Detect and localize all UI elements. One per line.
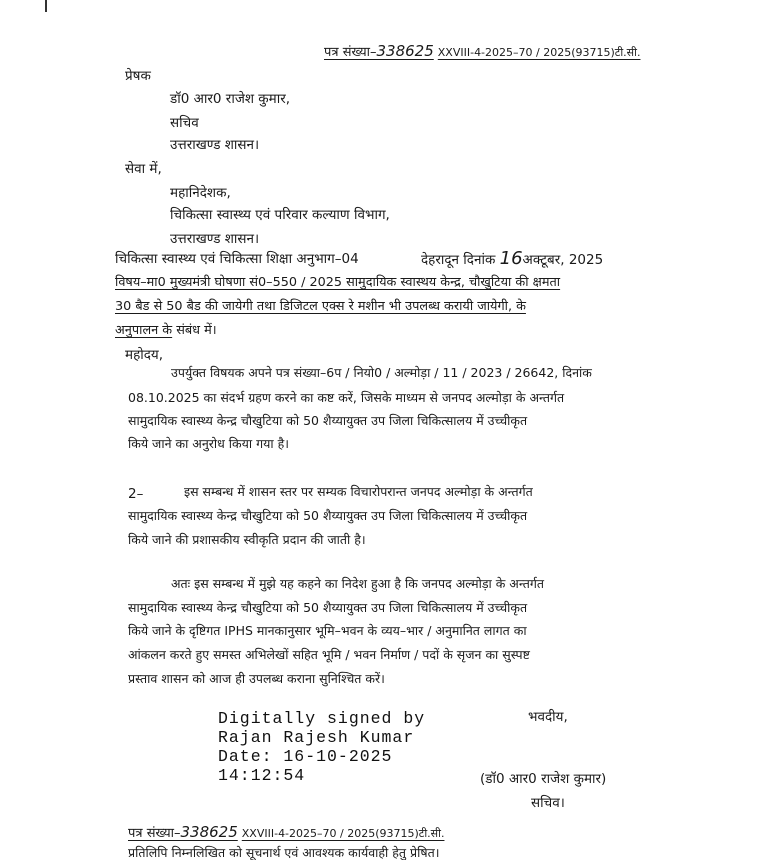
letter-number-rest: XXVIII-4-2025–70 / 2025(93715)टी.सी. [437,46,641,59]
digital-signature-line-4: 14:12:54 [218,766,306,785]
letter-number-handwritten: 338625 [376,42,434,60]
footer-cutoff-line: प्रतिलिपि निम्नलिखित को सूचनार्थ एवं आवश्यक कार्यवाही हेतु प्रेषित। [128,845,440,860]
para3-line-1: अतः इस सम्बन्ध में मुझे यह कहने का निदेश हुआ है कि जनपद अल्मोड़ा के अन्तर्गत [171,576,544,591]
footer-letter-number-handwritten: 338625 [180,823,238,841]
subject-line-3 [115,325,217,338]
para1-line-1: उपर्युक्त विषयक अपने पत्र संख्या–6प / नियो0 / अल्मोड़ा / 11 / 2023 / 26642, दिनांक [171,365,592,380]
recipient-title: महानिदेशक, [170,185,231,201]
para2-line-2: सामुदायिक स्वास्थ्य केन्द्र चौखुटिया को 50 शैय्यायुक्त उप जिला चिकित्सालय में उच्चीकृत [128,508,528,523]
para1-line-3: सामुदायिक स्वास्थ्य केन्द्र चौखुटिया को 50 शैय्यायुक्त उप जिला चिकित्सालय में उच्चीकृत [128,413,528,428]
para3-line-3: किये जाने के दृष्टिगत IPHS मानकानुसार भूमि–भवन के व्यय–भार / अनुमानित लागत का [128,623,527,638]
recipient-dept: चिकित्सा स्वास्थ्य एवं परिवार कल्याण विभाग, [170,207,390,223]
digital-signature-line-3: Date: 16-10-2025 [218,747,393,766]
date-rest: अक्टूबर, 2025 [522,252,604,268]
footer-letter-number [128,825,444,840]
sender-label: प्रेषक [125,68,151,84]
letter-number [324,44,640,59]
salutation: महोदय, [125,347,164,363]
place-date-prefix: देहरादून दिनांक [421,252,496,268]
para1-line-2: 08.10.2025 का संदर्भ ग्रहण करने का कष्ट करें, जिसके माध्यम से जनपद अल्मोड़ा के अन्तर्गत [128,390,565,405]
sender-name: डॉ0 आर0 राजेश कुमार, [170,91,291,107]
scan-mark [45,0,47,12]
section-name: चिकित्सा स्वास्थ्य एवं चिकित्सा शिक्षा अनुभाग–04 [115,251,359,267]
para3-line-4: आंकलन करते हुए समस्त अभिलेखों सहित भूमि / भवन निर्माण / पदों के सृजन का सुस्पष्ट [128,647,530,662]
closing-designation: सचिव। [531,795,565,811]
para3-line-2: सामुदायिक स्वास्थ्य केन्द्र चौखुटिया को 50 शैय्यायुक्त उप जिला चिकित्सालय में उच्चीकृत [128,600,528,615]
para2-line-1: इस सम्बन्ध में शासन स्तर पर सम्यक विचारोपरान्त जनपद अल्मोड़ा के अन्तर्गत [184,484,533,499]
digital-signature [218,709,425,785]
sender-designation: सचिव [170,115,199,131]
closing-name: (डॉ0 आर0 राजेश कुमार) [480,771,607,787]
footer-letter-number-rest: XXVIII-4-2025–70 / 2025(93715)टी.सी. [241,827,445,840]
digital-signature-line-2: Rajan Rajesh Kumar [218,728,415,747]
letter-number-label: पत्र संख्या– [324,45,377,60]
subject-line-2: 30 बैड से 50 बैड की जायेगी तथा डिजिटल एक्स रे मशीन भी उपलब्ध करायी जायेगी, के [115,299,526,314]
digital-signature-line-1: Digitally signed by [218,709,426,728]
date-handwritten: 16 [499,248,523,269]
para1-line-4: किये जाने का अनुरोध किया गया है। [128,436,289,451]
closing-yours: भवदीय, [528,709,568,725]
para3-line-5: प्रस्ताव शासन को आज ही उपलब्ध कराना सुनिश्चित करें। [128,671,385,686]
place-date [421,250,603,268]
subject-line-3-underlined: अनुपालन के [115,323,173,338]
sender-govt: उत्तराखण्ड शासन। [170,137,260,153]
recipient-govt: उत्तराखण्ड शासन। [170,231,260,247]
subject-line-3-rest: संबंध में। [172,323,217,338]
recipient-label: सेवा में, [125,161,162,177]
para2-line-3: किये जाने की प्रशासकीय स्वीकृति प्रदान की जाती है। [128,532,366,547]
footer-letter-number-label: पत्र संख्या– [128,826,181,841]
para2-number: 2– [128,486,144,502]
subject-line-1: विषय–मा0 मुख्यमंत्री घोषणा सं0–550 / 2025 सामुदायिक स्वास्थय केन्द्र, चौखुटिया की क्षमता [115,275,561,290]
